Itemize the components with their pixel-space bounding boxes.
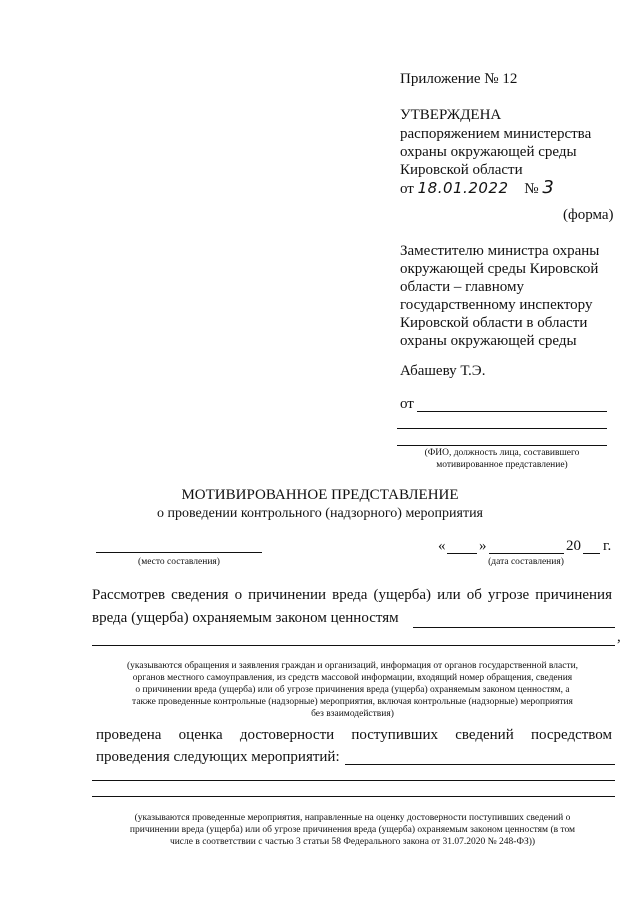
note1-line-3: о причинении вреда (ущерба) или об угрозе причинения вреда (ущерба) охраняемым законом ценностям, а (135, 685, 570, 695)
date-month-line (489, 553, 564, 554)
approval-date-row (400, 179, 554, 198)
note1-line-5: без взаимодействия) (311, 709, 394, 719)
date-close-quote: » (479, 538, 487, 554)
para2-fill-line-2 (92, 780, 615, 781)
para1-line-1: Рассмотрев сведения о причинении вреда (ущерба) или об угрозе причинения (92, 587, 612, 603)
approval-number-prefix: № (524, 181, 539, 197)
para1-line-2: вреда (ущерба) охраняемым законом ценностям (92, 610, 399, 626)
addressee-line-3: области – главному (400, 279, 524, 295)
note2-line-2: причинении вреда (ущерба) или об угрозе причинения вреда (ущерба) охраняемым законом ценностям (в том (129, 825, 576, 835)
approval-date-handwritten: 18.01.2022 (417, 179, 509, 197)
addressee-line-2: окружающей среды Кировской (400, 261, 599, 277)
place-caption: (место составления) (138, 557, 220, 567)
from-caption-line-2: мотивированное представление) (436, 460, 568, 470)
addressee-line-4: государственному инспектору (400, 297, 593, 313)
para1-comma: , (617, 629, 621, 645)
appendix-number: Приложение № 12 (400, 71, 518, 87)
approval-number-handwritten: 3 (542, 177, 555, 198)
from-fill-line-1 (417, 411, 607, 412)
from-label: от (400, 396, 414, 412)
from-fill-line-2 (397, 428, 607, 429)
para2-fill-line-3 (92, 796, 615, 797)
document-subtitle: о проведении контрольного (надзорного) мероприятия (156, 506, 483, 521)
approval-line-1: распоряжением министерства (400, 126, 592, 142)
date-day-line (447, 553, 477, 554)
date-open-quote: « (438, 538, 446, 554)
para2-fill-line-1 (345, 764, 615, 765)
note2-line-3: числе в соответствии с частью 3 статьи 58 Федерального закона от 31.07.2020 № 248-ФЗ)) (169, 837, 536, 847)
approval-date-prefix: от (400, 181, 414, 197)
from-fill-line-3 (397, 445, 607, 446)
para1-fill-line-1 (413, 627, 615, 628)
form-label: (форма) (563, 207, 614, 223)
para1-fill-line-2 (92, 645, 615, 646)
note1-line-2: органов местного самоуправления, из средств массовой информации, входящий номер обращения, сведения (132, 673, 573, 683)
from-caption-line-1: (ФИО, должность лица, составившего (424, 448, 580, 458)
place-fill-line (96, 552, 262, 553)
date-caption: (дата составления) (488, 557, 564, 567)
approval-line-2: охраны окружающей среды (400, 144, 577, 160)
document-title: МОТИВИРОВАННОЕ ПРЕДСТАВЛЕНИЕ (181, 487, 459, 503)
approval-heading: УТВЕРЖДЕНА (400, 107, 502, 123)
approval-line-3: Кировской области (400, 162, 523, 178)
note2-line-1: (указываются проведенные мероприятия, направленные на оценку достоверности поступивших сведений о (134, 813, 571, 823)
addressee-line-5: Кировской области в области (400, 315, 588, 331)
addressee-line-1: Заместителю министра охраны (400, 243, 600, 259)
date-year-suffix: г. (603, 538, 612, 554)
addressee-name: Абашеву Т.Э. (400, 363, 486, 379)
para2-line-1: проведена оценка достоверности поступивших сведений посредством (96, 727, 612, 743)
addressee-line-6: охраны окружающей среды (400, 333, 577, 349)
note1-line-1: (указываются обращения и заявления граждан и организаций, информация от органов государственной власти, (126, 661, 579, 671)
date-year-prefix: 20 (566, 538, 581, 554)
note1-line-4: также проведенные контрольные (надзорные) мероприятия, включая контрольные (надзорные) мероприятия (132, 697, 573, 707)
para2-line-2: проведения следующих мероприятий: (96, 749, 340, 765)
date-year-line (583, 553, 600, 554)
